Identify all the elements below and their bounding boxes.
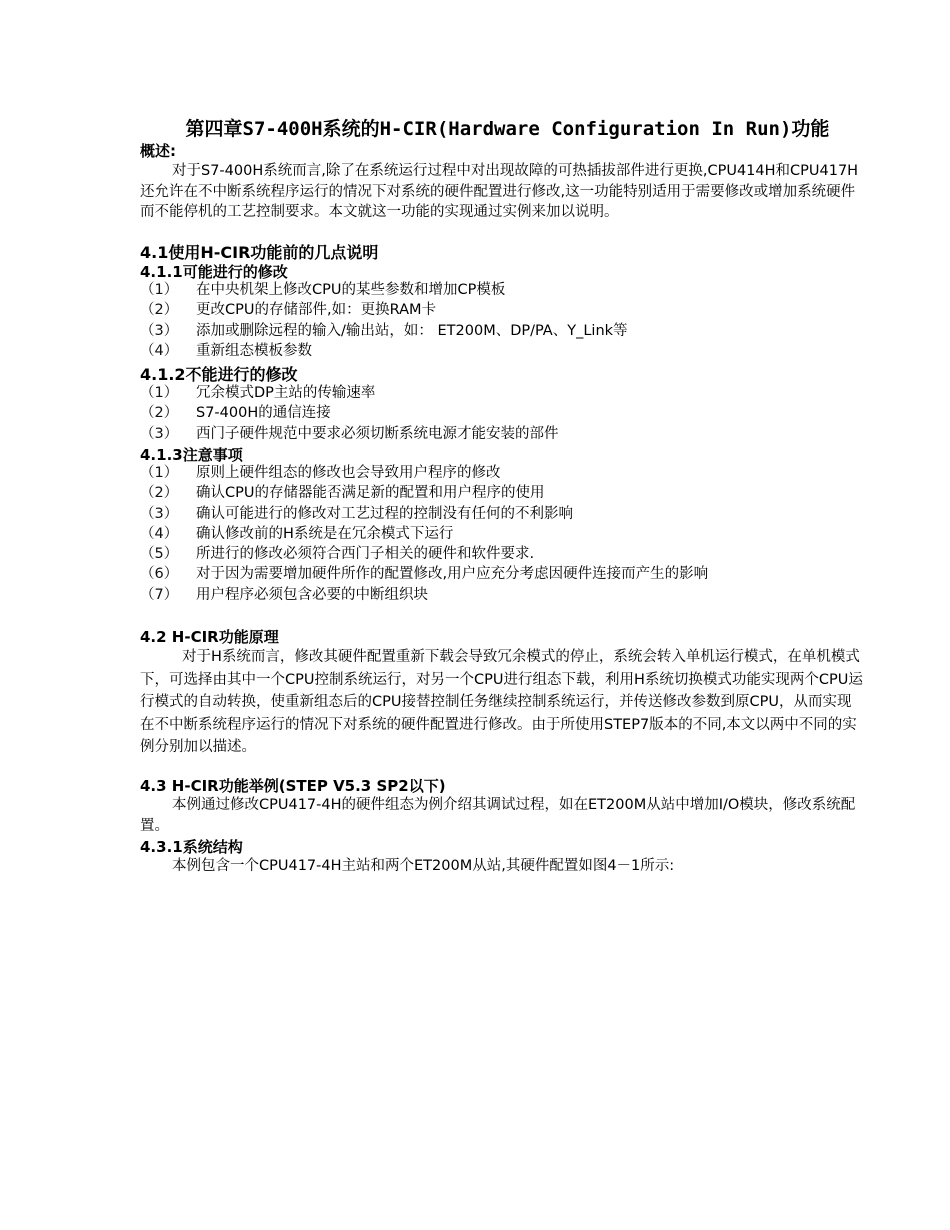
section-4-1-heading: 4.1使用H-CIR功能前的几点说明	[140, 243, 379, 262]
list-item: （2） 更改CPU的存储部件,如：更换RAM卡	[140, 302, 437, 319]
structure-paragraph	[140, 856, 865, 877]
list-item: （1） 原则上硬件组态的修改也会导致用户程序的修改	[140, 465, 501, 481]
overview-heading: 概述:	[140, 142, 176, 160]
section-4-2-heading: 4.2 H-CIR功能原理	[140, 628, 279, 646]
list-item: （1） 冗余模式DP主站的传输速率	[140, 385, 376, 401]
principle-text: 对于H系统而言，修改其硬件配置重新下载会导致冗余模式的停止，系统会转入单机运行模式，在单机模式下，可选择由其中一个CPU控制系统运行，对另一个CPU进行组态下载，利用H系统切换模式功能实现两个CPU运行模式的自动转换，使重新组态后的CPU接替控制任务继续控制系统运行，并传送修改参数到原CPU，从而实现在不中断系统程序运行的情况下对系统的硬件配置进行修改。由于所使用STEP7版本的不同,本文以两中不同的实例分别加以描述。	[140, 649, 863, 755]
list-item: （7） 用户程序必须包含必要的中断组织块	[140, 586, 428, 603]
section-4-3-heading: 4.3 H-CIR功能举例(STEP V5.3 SP2以下)	[140, 777, 446, 795]
list-item: （4） 重新组态模板参数	[140, 342, 312, 359]
list-item: （6） 对于因为需要增加硬件所作的配置修改,用户应充分考虑因硬件连接而产生的影响	[140, 566, 709, 583]
overview-paragraph	[140, 161, 865, 223]
list-item: （3） 西门子硬件规范中要求必须切断系统电源才能安装的部件	[140, 425, 559, 442]
list-item: （3） 确认可能进行的修改对工艺过程的控制没有任何的不利影响	[140, 505, 573, 522]
structure-text: 本例包含一个CPU417-4H主站和两个ET200M从站,其硬件配置如图4－1所示:	[172, 858, 675, 874]
section-4-3-1-heading: 4.3.1系统结构	[140, 838, 243, 856]
chapter-title: 第四章S7-400H系统的H-CIR(Hardware Configuration In Run)功能	[185, 118, 830, 140]
list-item: （5） 所进行的修改必须符合西门子相关的硬件和软件要求.	[140, 546, 535, 563]
principle-paragraph	[140, 646, 865, 759]
list-item: （3） 添加或删除远程的输入/输出站，如： ET200M、DP/PA、Y_Link等	[140, 322, 628, 339]
list-item: （2） S7-400H的通信连接	[140, 405, 331, 422]
notes-list	[140, 463, 708, 605]
example-text: 本例通过修改CPU417-4H的硬件组态为例介绍其调试过程，如在ET200M从站中增加I/O模块，修改系统配置。	[140, 797, 856, 834]
section-4-1-2-heading: 4.1.2不能进行的修改	[140, 365, 298, 384]
example-paragraph	[140, 795, 865, 836]
possible-modifications-list	[140, 280, 628, 361]
section-4-1-3-heading: 4.1.3注意事项	[140, 446, 243, 464]
list-item: （1） 在中央机架上修改CPU的某些参数和增加CP模板	[140, 282, 506, 298]
section-4-1-1-heading: 4.1.1可能进行的修改	[140, 263, 288, 281]
impossible-modifications-list	[140, 383, 559, 444]
list-item: （2） 确认CPU的存储器能否满足新的配置和用户程序的使用	[140, 485, 545, 502]
list-item: （4） 确认修改前的H系统是在冗余模式下运行	[140, 525, 454, 542]
overview-text: 对于S7-400H系统而言,除了在系统运行过程中对出现故障的可热插拔部件进行更换,CPU414H和CPU417H还允许在不中断系统程序运行的情况下对系统的硬件配置进行修改,这一功能特别适用于需要修改或增加系统硬件而不能停机的工艺控制要求。本文就这一功能的实现通过实例来加以说明。	[140, 163, 859, 220]
